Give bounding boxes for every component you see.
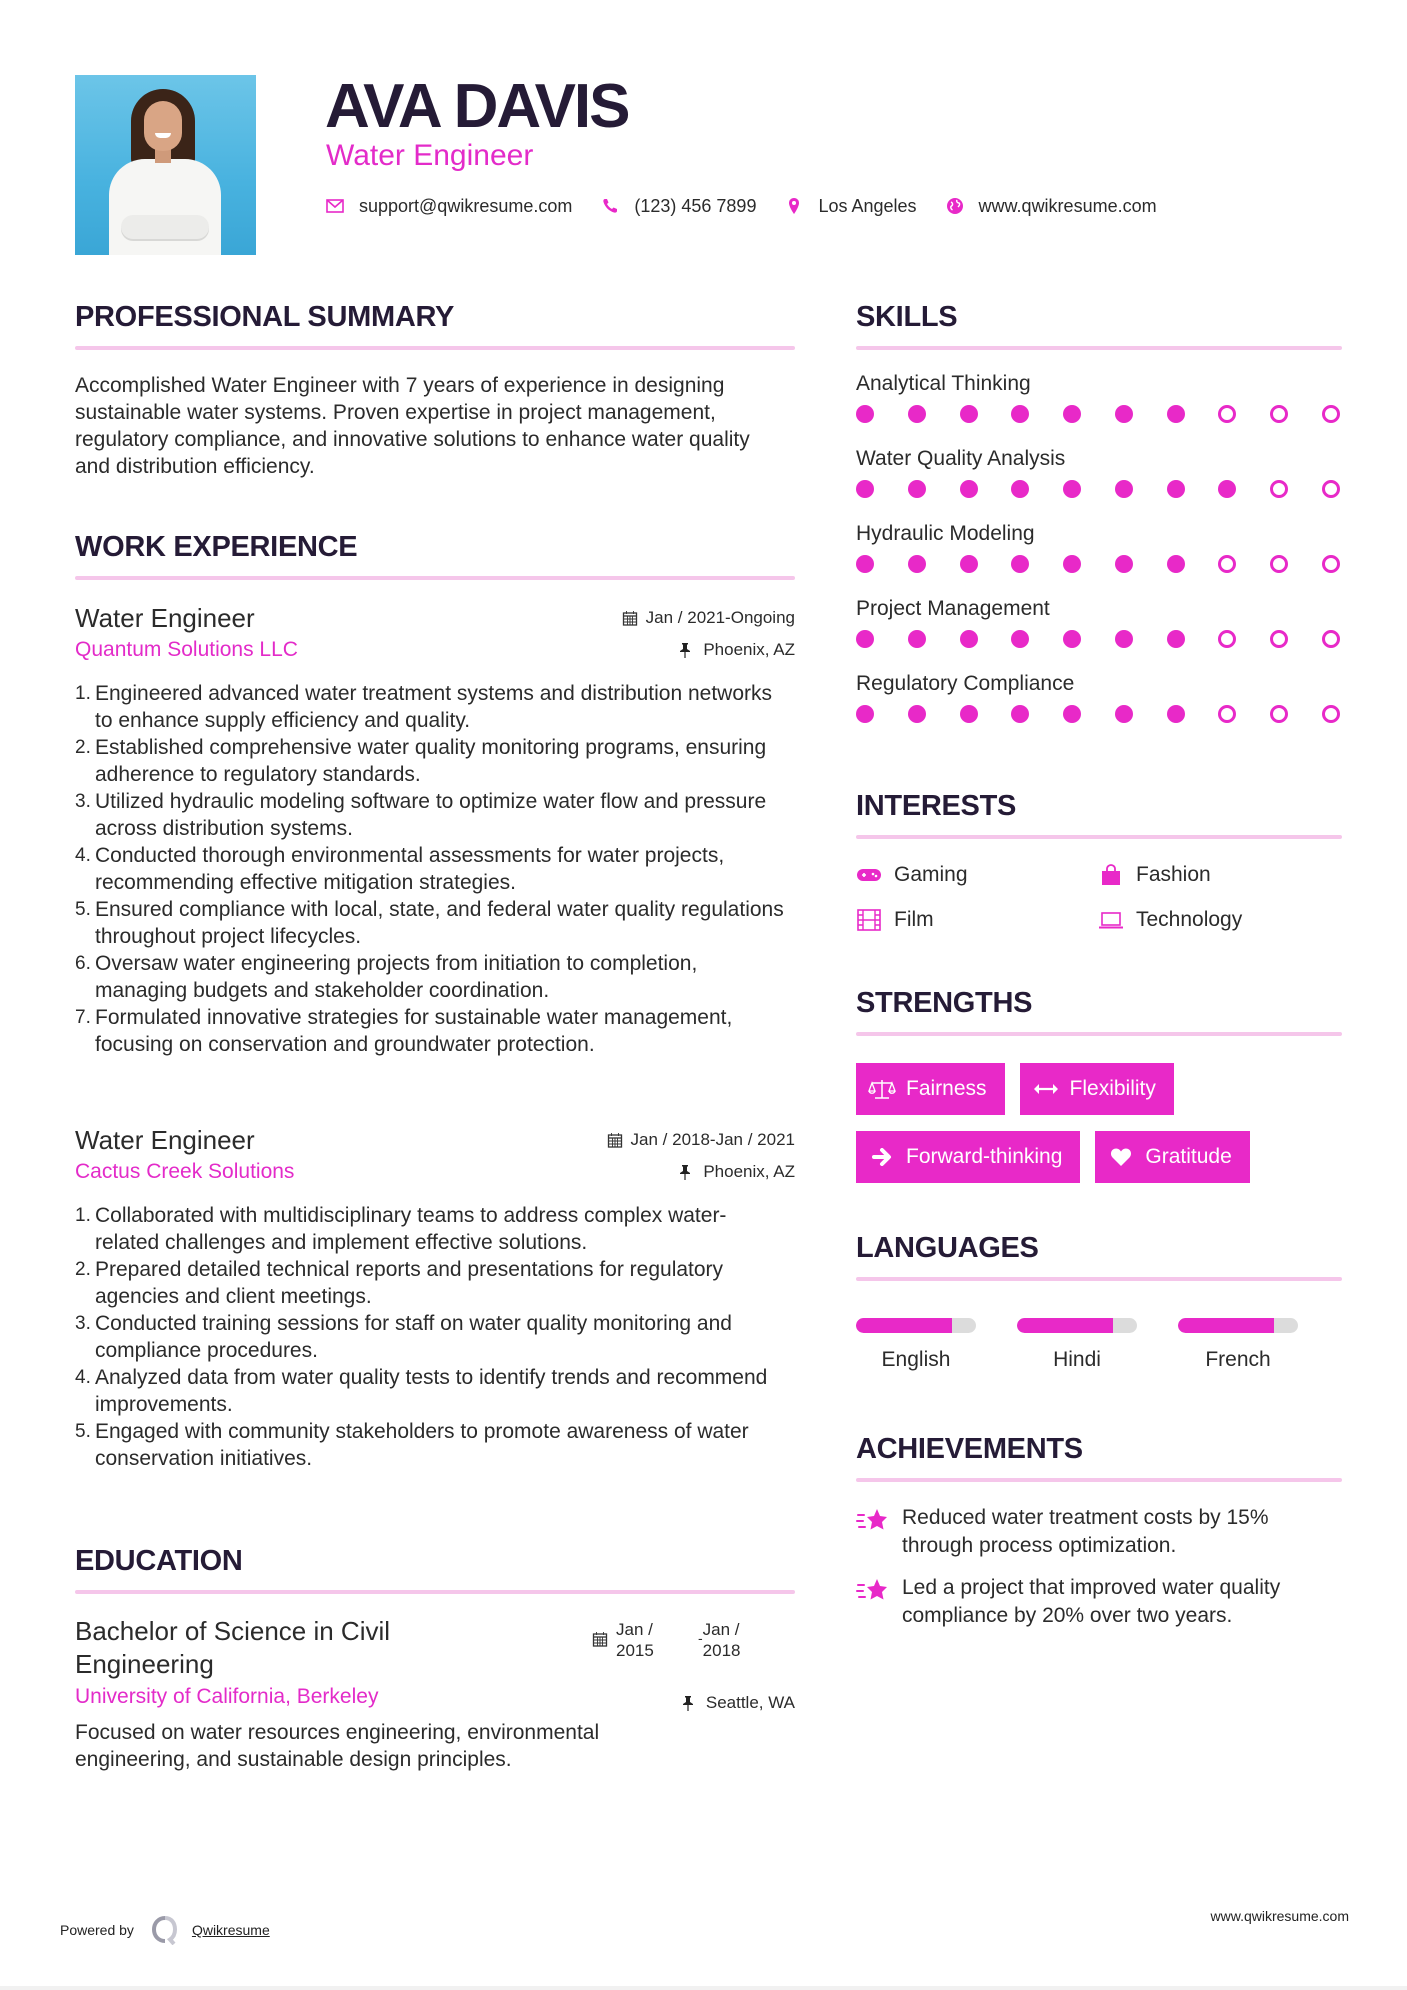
rating-dot-filled xyxy=(1115,630,1133,648)
rating-dot-filled xyxy=(960,405,978,423)
strength-label: Forward-thinking xyxy=(906,1145,1063,1168)
strength-label: Flexibility xyxy=(1069,1077,1156,1100)
bullet-item: Utilized hydraulic modeling software to optimize water flow and pressure across distribution systems. xyxy=(95,790,767,840)
language-bar xyxy=(1017,1318,1137,1333)
interest-item xyxy=(856,861,1098,888)
skills-heading: SKILLS xyxy=(856,301,958,333)
rating-dot-filled xyxy=(1115,555,1133,573)
language-name: Hindi xyxy=(1053,1348,1101,1371)
bullet-item: Established comprehensive water quality monitoring programs, ensuring adherence to regulatory standards. xyxy=(95,736,767,786)
strength-chip xyxy=(1095,1131,1249,1183)
education-description: Focused on water resources engineering, environmental engineering, and sustainable design principles. xyxy=(75,1721,600,1771)
strength-chip xyxy=(1020,1063,1174,1115)
rating-dot-filled xyxy=(1115,480,1133,498)
interest-label: Fashion xyxy=(1136,863,1211,886)
skill-item xyxy=(856,445,1342,498)
achievements-heading: ACHIEVEMENTS xyxy=(856,1433,1083,1465)
rating-dot-empty xyxy=(1322,705,1340,723)
section-divider xyxy=(75,346,795,350)
job-dates-text: Jan / 2021-Ongoing xyxy=(645,608,795,627)
contact-phone[interactable] xyxy=(600,196,756,217)
language-bar xyxy=(1178,1318,1298,1333)
contact-location-text: Los Angeles xyxy=(818,195,917,216)
rating-dot-filled xyxy=(1011,480,1029,498)
section-divider xyxy=(856,1032,1342,1036)
section-divider xyxy=(75,1590,795,1594)
bullet-item: Engaged with community stakeholders to promote awareness of water conservation initiatives. xyxy=(95,1420,749,1470)
rating-dot-filled xyxy=(908,480,926,498)
heart-icon xyxy=(1107,1146,1135,1168)
photo-arms xyxy=(121,215,209,239)
job-bullets xyxy=(75,1202,790,1472)
skill-item xyxy=(856,595,1342,648)
pushpin-icon xyxy=(682,1695,698,1711)
achievement-text: Led a project that improved water quality compliance by 20% over two years. xyxy=(902,1576,1281,1627)
experience-section xyxy=(75,530,795,580)
bullet-item: Analyzed data from water quality tests to identify trends and recommend improvements. xyxy=(95,1366,768,1416)
section-divider xyxy=(75,576,795,580)
rating-dot-filled xyxy=(1063,705,1081,723)
skill-name: Regulatory Compliance xyxy=(856,672,1075,695)
skill-name: Analytical Thinking xyxy=(856,372,1031,395)
pushpin-icon xyxy=(679,1164,695,1180)
language-name: French xyxy=(1205,1348,1271,1371)
skill-rating xyxy=(856,705,1342,723)
skill-rating xyxy=(856,405,1342,423)
laptop-icon xyxy=(1098,909,1124,931)
languages-section xyxy=(856,1231,1342,1373)
bullet-item: Collaborated with multidisciplinary teams to address complex water-related challenges and implement effective solutions. xyxy=(95,1204,727,1254)
rating-dot-empty xyxy=(1322,480,1340,498)
language-item xyxy=(1178,1318,1298,1373)
rating-dot-empty xyxy=(1270,480,1288,498)
phone-icon xyxy=(600,196,620,216)
section-divider xyxy=(856,1277,1342,1281)
education-start-date xyxy=(616,1619,666,1661)
rating-dot-filled xyxy=(856,555,874,573)
start-year: 2015 xyxy=(616,1641,654,1660)
language-name: English xyxy=(881,1348,951,1371)
language-bar xyxy=(856,1318,976,1333)
strength-label: Fairness xyxy=(906,1077,987,1100)
rating-dot-filled xyxy=(1167,630,1185,648)
degree-title: Bachelor of Science in Civil Engineering xyxy=(75,1616,391,1679)
education-heading: EDUCATION xyxy=(75,1545,243,1577)
rating-dot-empty xyxy=(1322,630,1340,648)
section-divider xyxy=(856,346,1342,350)
calendar-icon xyxy=(592,1631,608,1647)
interest-item xyxy=(1098,906,1340,933)
photo-shirt xyxy=(109,159,221,255)
job-entry xyxy=(75,1124,795,1472)
rating-dot-filled xyxy=(1011,705,1029,723)
skill-name: Project Management xyxy=(856,597,1050,620)
job-company: Quantum Solutions LLC xyxy=(75,638,298,661)
rating-dot-filled xyxy=(1063,630,1081,648)
candidate-name: AVA DAVIS xyxy=(325,72,629,141)
rating-dot-filled xyxy=(908,555,926,573)
photo-smile xyxy=(155,133,171,138)
rating-dot-empty xyxy=(1322,555,1340,573)
interest-label: Technology xyxy=(1136,908,1243,931)
rating-dot-empty xyxy=(1218,405,1236,423)
job-dates-text: Jan / 2018-Jan / 2021 xyxy=(630,1130,795,1149)
page-bottom-edge xyxy=(0,1986,1407,1990)
skill-rating xyxy=(856,480,1342,498)
rating-dot-filled xyxy=(908,630,926,648)
contact-location xyxy=(784,196,916,217)
arrow-right-icon xyxy=(868,1146,896,1168)
education-end-date xyxy=(703,1619,753,1661)
contact-website[interactable] xyxy=(945,196,1157,217)
job-title: Water Engineer xyxy=(75,603,255,633)
job-location-text: Phoenix, AZ xyxy=(703,1162,795,1181)
rating-dot-filled xyxy=(1011,555,1029,573)
qwikresume-logo-icon xyxy=(150,1915,180,1945)
language-item xyxy=(1017,1318,1137,1373)
footer-website[interactable]: www.qwikresume.com xyxy=(1210,1908,1349,1924)
skill-rating xyxy=(856,630,1342,648)
languages-list xyxy=(856,1318,1342,1373)
achievement-text: Reduced water treatment costs by 15% through process optimization. xyxy=(902,1506,1269,1557)
summary-section xyxy=(75,300,795,480)
rating-dot-empty xyxy=(1270,705,1288,723)
contact-email-text: support@qwikresume.com xyxy=(359,195,573,216)
achievements-section xyxy=(856,1432,1342,1630)
interest-label: Film xyxy=(894,908,934,931)
contact-phone-text: (123) 456 7899 xyxy=(634,195,757,216)
strengths-chips xyxy=(856,1063,1342,1183)
envelope-icon xyxy=(325,196,345,216)
rating-dot-filled xyxy=(856,480,874,498)
strength-chip xyxy=(856,1063,1005,1115)
skill-item xyxy=(856,670,1342,723)
film-icon xyxy=(856,909,882,931)
powered-by-label: Powered by xyxy=(60,1922,134,1938)
shopping-bag-icon xyxy=(1098,864,1124,886)
rating-dot-filled xyxy=(1167,405,1185,423)
qwikresume-link[interactable]: Qwikresume xyxy=(191,1922,270,1938)
education-section xyxy=(75,1544,795,1594)
job-location xyxy=(679,1161,795,1183)
job-location-text: Phoenix, AZ xyxy=(703,640,795,659)
language-item xyxy=(856,1318,976,1373)
rating-dot-empty xyxy=(1270,405,1288,423)
bullet-item: Conducted thorough environmental assessments for water projects, recommending effective mitigation strategies. xyxy=(95,844,725,894)
footer-powered-by xyxy=(60,1915,270,1945)
rating-dot-filled xyxy=(908,405,926,423)
rating-dot-filled xyxy=(1063,480,1081,498)
end-year: 2018 xyxy=(702,1641,741,1660)
skill-name: Hydraulic Modeling xyxy=(856,522,1035,545)
shooting-star-icon xyxy=(856,1506,890,1536)
contact-website-text: www.qwikresume.com xyxy=(978,195,1157,216)
arrows-horizontal-icon xyxy=(1032,1078,1060,1100)
interests-heading: INTERESTS xyxy=(856,790,1017,822)
section-divider xyxy=(856,1478,1342,1482)
rating-dot-filled xyxy=(960,555,978,573)
skill-rating xyxy=(856,555,1342,573)
rating-dot-filled xyxy=(1011,630,1029,648)
contact-bar xyxy=(325,193,1185,219)
interest-label: Gaming xyxy=(894,863,968,886)
bullet-item: Conducted training sessions for staff on water quality monitoring and compliance procedures. xyxy=(95,1312,732,1362)
rating-dot-filled xyxy=(960,705,978,723)
education-location xyxy=(600,1692,795,1714)
language-bar-fill xyxy=(1178,1318,1274,1333)
achievement-item xyxy=(856,1504,1342,1560)
section-divider xyxy=(856,835,1342,839)
education-dates xyxy=(592,1619,753,1661)
rating-dot-filled xyxy=(1218,480,1236,498)
skill-item xyxy=(856,520,1342,573)
strength-chip xyxy=(856,1131,1080,1183)
rating-dot-empty xyxy=(1218,555,1236,573)
achievement-item xyxy=(856,1574,1342,1630)
job-title: Water Engineer xyxy=(75,1125,255,1155)
gamepad-icon xyxy=(856,864,882,886)
bullet-item: Oversaw water engineering projects from initiation to completion, managing budgets and stakeholder coordination. xyxy=(95,952,698,1002)
summary-heading: PROFESSIONAL SUMMARY xyxy=(75,301,455,333)
bullet-item: Prepared detailed technical reports and presentations for regulatory agencies and client meetings. xyxy=(95,1258,724,1308)
job-dates xyxy=(622,607,795,629)
calendar-icon xyxy=(607,1132,623,1148)
pushpin-icon xyxy=(679,642,695,658)
skill-item xyxy=(856,370,1342,423)
language-bar-fill xyxy=(1017,1318,1113,1333)
rating-dot-filled xyxy=(1063,555,1081,573)
profile-photo xyxy=(75,75,256,255)
bullet-item: Formulated innovative strategies for sustainable water management, focusing on conservation and groundwater protection. xyxy=(95,1006,733,1056)
experience-heading: WORK EXPERIENCE xyxy=(75,531,358,563)
globe-icon xyxy=(945,196,965,216)
bullet-item: Ensured compliance with local, state, and federal water quality regulations throughout project lifecycles. xyxy=(95,898,784,948)
rating-dot-empty xyxy=(1270,555,1288,573)
rating-dot-filled xyxy=(1167,705,1185,723)
rating-dot-empty xyxy=(1270,630,1288,648)
summary-text: Accomplished Water Engineer with 7 years of experience in designing sustainable water systems. Proven expertise in project management, regulatory compliance, and innovative solutions to enhance water quality and distribution efficiency. xyxy=(75,374,750,478)
rating-dot-empty xyxy=(1322,405,1340,423)
rating-dot-filled xyxy=(856,630,874,648)
photo-face xyxy=(144,101,182,151)
date-separator: - xyxy=(698,1630,703,1646)
education-location-text: Seattle, WA xyxy=(705,1693,795,1712)
rating-dot-filled xyxy=(856,405,874,423)
end-month: Jan / xyxy=(702,1620,740,1639)
languages-heading: LANGUAGES xyxy=(856,1232,1039,1264)
job-dates xyxy=(607,1129,795,1151)
rating-dot-empty xyxy=(1218,705,1236,723)
contact-email[interactable] xyxy=(325,196,572,217)
skill-name: Water Quality Analysis xyxy=(856,447,1066,470)
balance-scale-icon xyxy=(868,1078,896,1100)
interests-section xyxy=(856,789,1342,933)
interest-item xyxy=(856,906,1098,933)
rating-dot-filled xyxy=(960,480,978,498)
job-bullets xyxy=(75,680,790,1058)
strengths-section xyxy=(856,986,1342,1183)
skills-section xyxy=(856,300,1342,723)
rating-dot-filled xyxy=(908,705,926,723)
rating-dot-filled xyxy=(960,630,978,648)
school-name: University of California, Berkeley xyxy=(75,1685,379,1708)
candidate-title: Water Engineer xyxy=(326,139,534,172)
rating-dot-filled xyxy=(1063,405,1081,423)
rating-dot-empty xyxy=(1218,630,1236,648)
strength-label: Gratitude xyxy=(1145,1145,1232,1168)
rating-dot-filled xyxy=(1167,480,1185,498)
rating-dot-filled xyxy=(1115,405,1133,423)
interest-item xyxy=(1098,861,1340,888)
rating-dot-filled xyxy=(1011,405,1029,423)
job-company: Cactus Creek Solutions xyxy=(75,1160,295,1183)
calendar-icon xyxy=(622,610,638,626)
rating-dot-filled xyxy=(1115,705,1133,723)
rating-dot-filled xyxy=(1167,555,1185,573)
strengths-heading: STRENGTHS xyxy=(856,987,1033,1019)
job-entry xyxy=(75,602,795,1058)
map-pin-icon xyxy=(784,196,804,216)
rating-dot-filled xyxy=(856,705,874,723)
bullet-item: Engineered advanced water treatment systems and distribution networks to enhance supply efficiency and quality. xyxy=(95,682,773,732)
language-bar-fill xyxy=(856,1318,952,1333)
start-month: Jan / xyxy=(616,1620,653,1639)
job-location xyxy=(679,639,795,661)
shooting-star-icon xyxy=(856,1576,890,1606)
